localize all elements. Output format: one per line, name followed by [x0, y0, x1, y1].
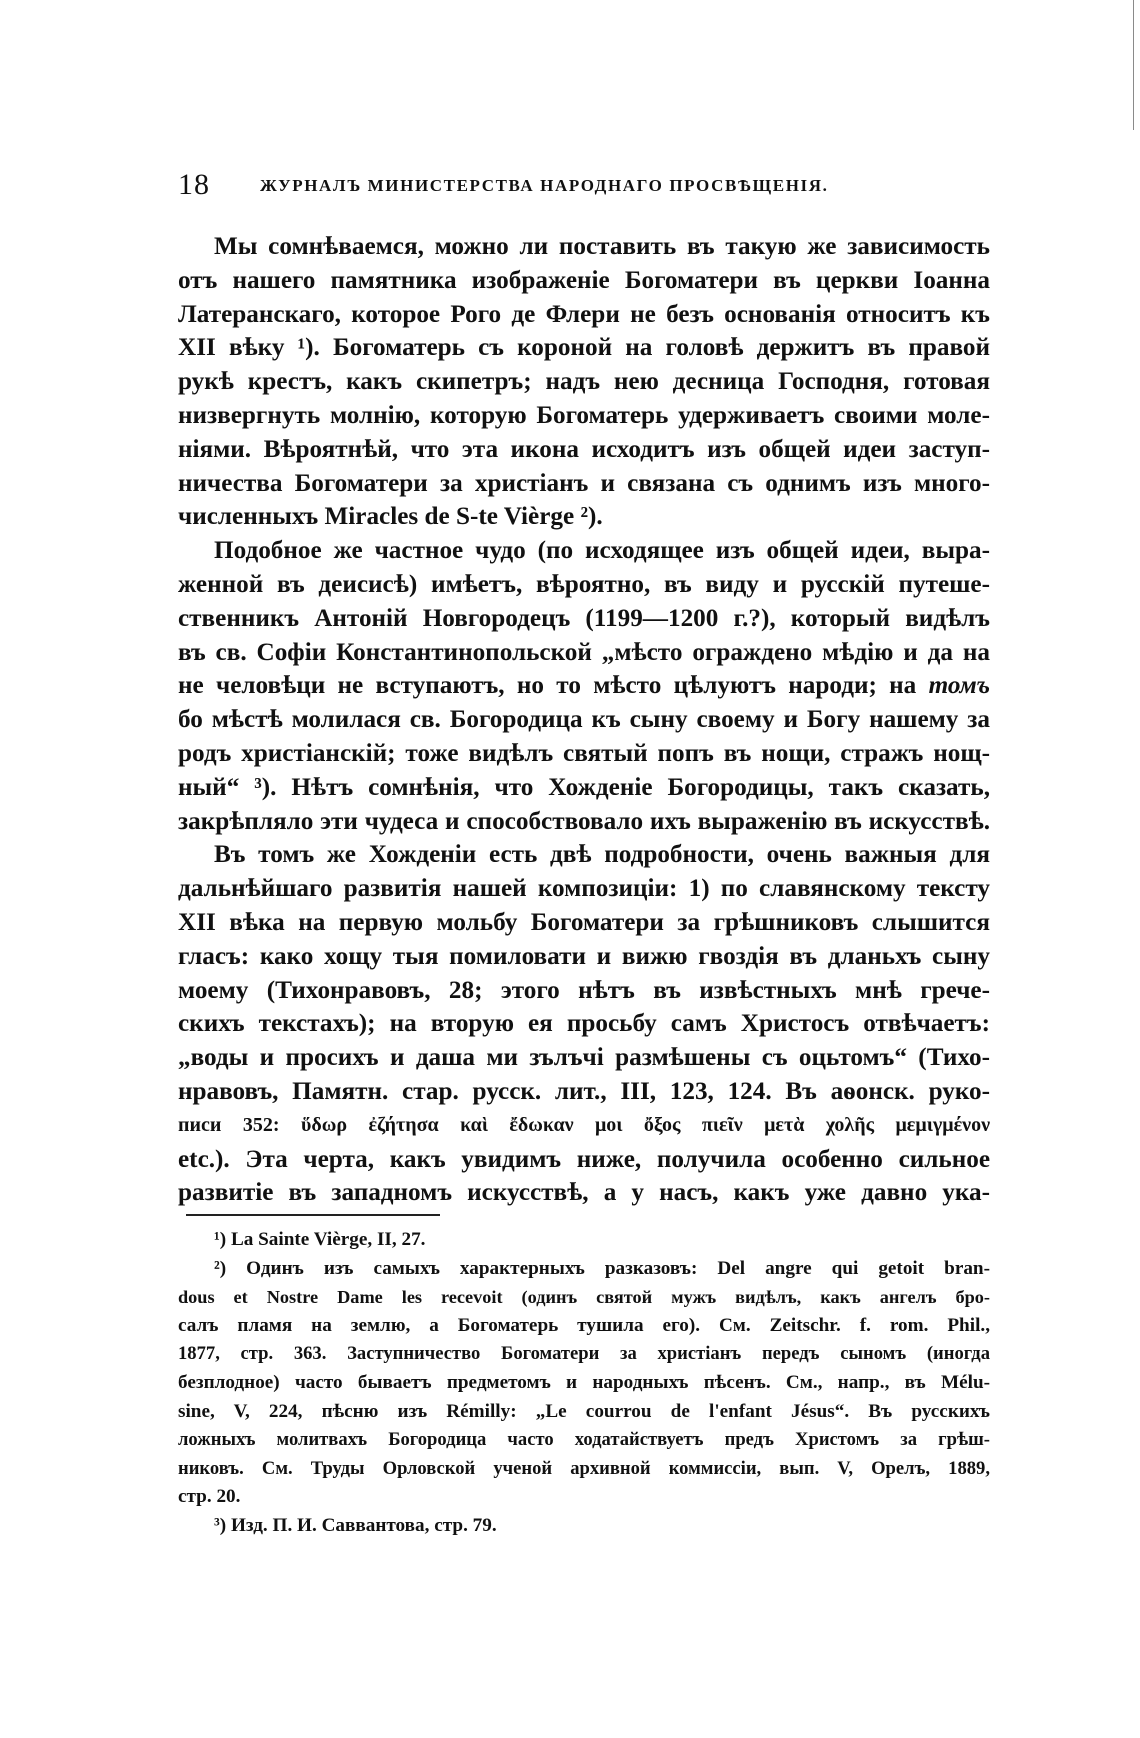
text-line: въ св. Софіи Константинопольской „мѣсто ограждено мѣдію и да на — [178, 638, 990, 666]
main-text — [178, 230, 990, 1210]
text-line: Подобное же частное чудо (по исходящее изъ общей идеи, выра- — [214, 537, 990, 565]
text-line: моему (Тихонравовъ, 28; этого нѣтъ въ извѣстныхъ мнѣ грече- — [178, 976, 990, 1004]
footnote-2-line: стр. 20. — [178, 1486, 241, 1508]
text-line: ный“ ³). Нѣтъ сомнѣнія, что Хожденіе Богородицы, такъ сказать, — [178, 773, 990, 801]
text-line: XII вѣку ¹). Богоматерь съ короной на головѣ держитъ въ правой — [178, 334, 990, 362]
footnote-2-line: dous et Nostre Dame les recevoit (одинъ святой мужъ видѣлъ, какъ ангелъ бро- — [178, 1287, 990, 1308]
scan-edge-line — [1133, 0, 1134, 130]
text-line: бо мѣстѣ молилася св. Богородица къ сыну своему и Богу нашему за — [178, 706, 990, 734]
text-line: Мы сомнѣваемся, можно ли поставить въ такую же зависимость — [214, 233, 990, 260]
italic-word: томъ — [928, 672, 991, 700]
text-line: Латеранскаго, которое Рого де Флери не безъ основанія относитъ къ — [178, 300, 990, 328]
text-segment: не человѣци не вступаютъ, но то мѣсто цѣлуютъ народи; на — [178, 672, 917, 700]
text-line: закрѣпляло эти чудеса и способствовало ихъ выраженію въ искусствѣ. — [178, 807, 990, 835]
footnote-1: ¹) La Sainte Vièrge, II, 27. — [214, 1229, 426, 1250]
greek-text-line: писи 352: ὕδωρ ἐζήτησα καὶ ἔδωκαν μοι ὄξος πιεῖν μετὰ χολῆς μεμιγμένον — [178, 1113, 990, 1136]
footnote-2-line: безплодное) часто бываетъ предметомъ и народныхъ пѣсенъ. См., напр., въ Mélu- — [178, 1371, 990, 1393]
footnote-2-line: никовъ. См. Труды Орловской ученой архивной коммиссіи, вып. V, Орелъ, 1889, — [178, 1457, 990, 1479]
text-line: ніями. Вѣроятнѣй, что эта икона исходитъ изъ общей идеи заступ- — [178, 435, 990, 463]
footnote-2-line: sine, V, 224, пѣсню изъ Rémilly: „Le courrou de l'enfant Jésus“. Въ русскихъ — [178, 1400, 990, 1422]
text-line: XII вѣка на первую мольбу Богоматери за грѣшниковъ слышится — [178, 908, 990, 936]
text-line: низвергнуть молнію, которую Богоматерь удерживаетъ своими моле- — [178, 401, 990, 429]
text-line: дальнѣйшаго развитія нашей композиціи: 1) по славянскому тексту — [178, 875, 990, 903]
page-header — [178, 168, 990, 208]
footnote-2-line: ²) Одинъ изъ самыхъ характерныхъ разказовъ: Del angre qui getoit bran- — [214, 1257, 990, 1279]
footnotes — [178, 1226, 990, 1541]
footnote-2-line: ложныхъ молитвахъ Богородица часто ходатайствуетъ предъ Христомъ за грѣш- — [178, 1429, 990, 1451]
text-line: нравовъ, Памятн. стар. русск. лит., III, 123, 124. Въ аѳонск. руко- — [178, 1077, 990, 1105]
text-line: отъ нашего памятника изображеніе Богоматери въ церкви Іоанна — [178, 266, 990, 294]
text-line: ничества Богоматери за христіанъ и связана съ однимъ изъ много- — [178, 469, 990, 497]
text-line-with-italic — [178, 669, 990, 703]
text-line: Въ томъ же Хожденіи есть двѣ подробности, очень важныя для — [214, 841, 990, 869]
text-line: рукѣ крестъ, какъ скипетръ; надъ нею десница Господня, готовая — [178, 368, 990, 396]
text-line: женной въ деисисѣ) имѣетъ, вѣроятно, въ виду и русскій путеше- — [178, 570, 990, 598]
text-line: „воды и просихъ и даша ми зълъчі размѣшены съ оцьтомъ“ (Тихо- — [178, 1044, 990, 1072]
footnote-3: ³) Изд. П. И. Саввантова, стр. 79. — [214, 1514, 497, 1536]
text-line: etc.). Эта черта, какъ увидимъ ниже, получила особенно сильное — [178, 1145, 990, 1173]
footnote-2-line: салъ пламя на землю, а Богоматерь тушила его). См. Zeitschr. f. rom. Phil., — [178, 1314, 990, 1336]
text-line: родъ христіанскій; тоже видѣлъ святый попъ въ нощи, стражъ нощ- — [178, 739, 990, 767]
text-line: ственникъ Антоній Новгородецъ (1199—1200 г.?), который видѣлъ — [178, 604, 990, 632]
text-line: гласъ: како хощу тыя помиловати и вижю гвоздія въ дланьхъ сыну — [178, 942, 990, 970]
page-number: 18 — [178, 168, 210, 201]
text-line: численныхъ Miracles de S-te Vièrge ²). — [178, 503, 603, 531]
text-line: скихъ текстахъ); на вторую ея просьбу самъ Христосъ отвѣчаетъ: — [178, 1010, 990, 1038]
footnote-divider — [186, 1214, 440, 1216]
footnote-2-line: 1877, стр. 363. Заступничество Богоматери за христіанъ передъ сыномъ (иногда — [178, 1343, 990, 1365]
text-line: развитіе въ западномъ искусствѣ, а у насъ, какъ уже давно ука- — [178, 1179, 990, 1207]
running-head: ЖУРНАЛЪ МИНИСТЕРСТВА НАРОДНАГО ПРОСВѢЩЕНІЯ. — [260, 176, 829, 195]
